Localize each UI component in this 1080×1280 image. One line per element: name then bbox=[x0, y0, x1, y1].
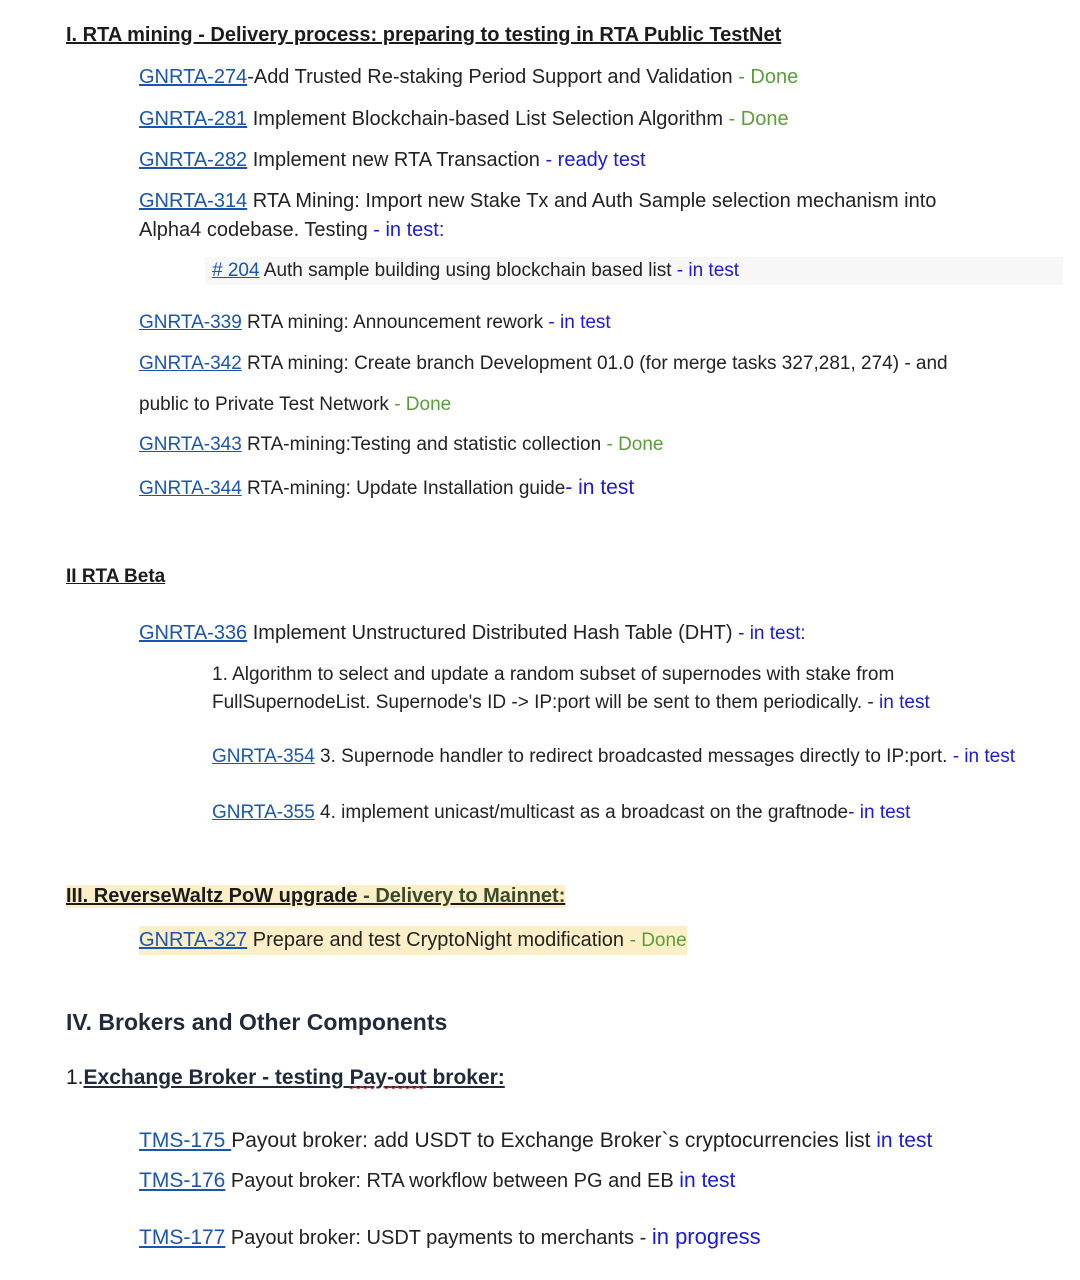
status-done: - Done bbox=[629, 930, 687, 951]
status-done: - Done bbox=[728, 108, 789, 130]
status-done: - Done bbox=[738, 66, 799, 88]
task-row bbox=[139, 105, 789, 133]
status-in-test: in test bbox=[879, 692, 930, 713]
task-link[interactable]: GNRTA-339 bbox=[139, 312, 242, 333]
task-text: 1. Algorithm to select and update a random subset of supernodes with stake from FullSupernodeList. Supernode's ID -> IP:port will be sent to them periodically. - bbox=[212, 664, 895, 713]
status-in-test: - in test: bbox=[373, 219, 445, 241]
task-link[interactable]: GNRTA-281 bbox=[139, 108, 248, 130]
task-link[interactable]: GNRTA-354 bbox=[212, 746, 315, 767]
task-text: RTA mining: Create branch Development 01.0 (for merge tasks 327,281, 274) - and bbox=[241, 353, 948, 374]
task-row bbox=[139, 63, 798, 91]
task-text: Implement Blockchain-based List Selection Algorithm bbox=[247, 108, 723, 130]
task-link[interactable]: GNRTA-343 bbox=[139, 434, 242, 455]
status-ready-test: - ready test bbox=[545, 149, 646, 171]
task-text: public to Private Test Network bbox=[139, 394, 395, 415]
task-text: Implement Unstructured Distributed Hash Table (DHT) bbox=[247, 622, 739, 644]
task-text: -Add Trusted Re-staking Period Support and Validation bbox=[247, 66, 733, 88]
task-text: RTA mining: Announcement rework bbox=[241, 312, 549, 333]
task-link[interactable]: TMS-175 bbox=[139, 1129, 232, 1152]
task-row bbox=[139, 619, 806, 648]
status-in-test: - in test: bbox=[738, 623, 806, 644]
section-1-title: I. RTA mining - Delivery process: preparing to testing in RTA Public TestNet bbox=[66, 24, 782, 46]
section-3-title-suffix: - Delivery to Mainnet: bbox=[357, 885, 566, 907]
task-text: RTA-mining:Testing and statistic collection bbox=[241, 434, 607, 455]
task-row bbox=[139, 187, 936, 215]
task-link[interactable]: GNRTA-327 bbox=[139, 929, 248, 951]
task-link[interactable]: GNRTA-274 bbox=[139, 66, 248, 88]
subsection-heading bbox=[84, 1066, 505, 1089]
task-row bbox=[139, 1223, 761, 1252]
status-in-progress: in progress bbox=[651, 1224, 761, 1249]
subsection-number: 1. bbox=[66, 1066, 84, 1089]
task-row-continued bbox=[139, 391, 451, 419]
subsection-heading-a: Exchange Broker - testing bbox=[83, 1066, 350, 1089]
task-text: Auth sample building using blockchain based list bbox=[259, 260, 677, 281]
task-text: Payout broker: add USDT to Exchange Broker`s cryptocurrencies list bbox=[231, 1129, 877, 1152]
task-row bbox=[139, 1127, 932, 1155]
task-row bbox=[139, 431, 664, 459]
task-row bbox=[139, 146, 646, 174]
task-link[interactable]: TMS-176 bbox=[139, 1169, 226, 1192]
subsection-title bbox=[66, 1066, 505, 1090]
task-row bbox=[139, 926, 687, 955]
subsection-heading-c: broker: bbox=[426, 1066, 505, 1089]
task-link[interactable]: TMS-177 bbox=[139, 1226, 226, 1249]
task-row bbox=[139, 474, 634, 503]
status-done: - Done bbox=[606, 434, 664, 455]
task-text: 4. implement unicast/multicast as a broadcast on the graftnode bbox=[314, 802, 849, 823]
subtask-row bbox=[212, 743, 1017, 771]
subtask-row bbox=[212, 661, 1002, 717]
status-in-test: in test bbox=[679, 1169, 736, 1192]
task-text: Implement new RTA Transaction bbox=[247, 149, 546, 171]
task-row bbox=[139, 309, 611, 337]
task-link[interactable]: GNRTA-282 bbox=[139, 149, 248, 171]
task-text: RTA-mining: Update Installation guide bbox=[241, 478, 566, 499]
subtask-row bbox=[212, 257, 739, 285]
task-row bbox=[139, 350, 948, 378]
status-in-test: - in test bbox=[848, 802, 911, 823]
task-text: 3. Supernode handler to redirect broadcasted messages directly to IP:port. bbox=[314, 746, 953, 767]
task-link[interactable]: GNRTA-355 bbox=[212, 802, 315, 823]
task-text: Payout broker: RTA workflow between PG and EB bbox=[225, 1170, 680, 1192]
subsection-heading-b: Pay-out bbox=[349, 1066, 427, 1089]
status-in-test: - in test bbox=[952, 746, 1016, 767]
section-2-title: II RTA Beta bbox=[66, 566, 166, 587]
task-row-continued bbox=[139, 216, 444, 244]
task-text: Payout broker: USDT payments to merchants - bbox=[225, 1227, 652, 1249]
status-in-test: - in test bbox=[548, 312, 611, 333]
status-in-test: in test bbox=[876, 1129, 933, 1152]
task-text: Alpha4 codebase. Testing bbox=[139, 219, 374, 241]
task-link[interactable]: GNRTA-344 bbox=[139, 478, 242, 499]
issue-link[interactable]: # 204 bbox=[212, 260, 260, 281]
section-4-title: IV. Brokers and Other Components bbox=[66, 1009, 448, 1035]
task-text: Prepare and test CryptoNight modification bbox=[247, 929, 630, 951]
subtask-row bbox=[212, 799, 910, 827]
task-link[interactable]: GNRTA-342 bbox=[139, 353, 242, 374]
task-link[interactable]: GNRTA-336 bbox=[139, 622, 248, 644]
status-in-test: - in test bbox=[565, 476, 635, 499]
task-row bbox=[139, 1167, 735, 1195]
task-link[interactable]: GNRTA-314 bbox=[139, 190, 248, 212]
task-text: RTA Mining: Import new Stake Tx and Auth Sample selection mechanism into bbox=[247, 190, 937, 212]
status-done: - Done bbox=[394, 394, 452, 415]
status-in-test: - in test bbox=[676, 260, 740, 281]
section-3-title bbox=[66, 885, 565, 908]
section-3-title-main: III. ReverseWaltz PoW upgrade bbox=[66, 885, 358, 907]
